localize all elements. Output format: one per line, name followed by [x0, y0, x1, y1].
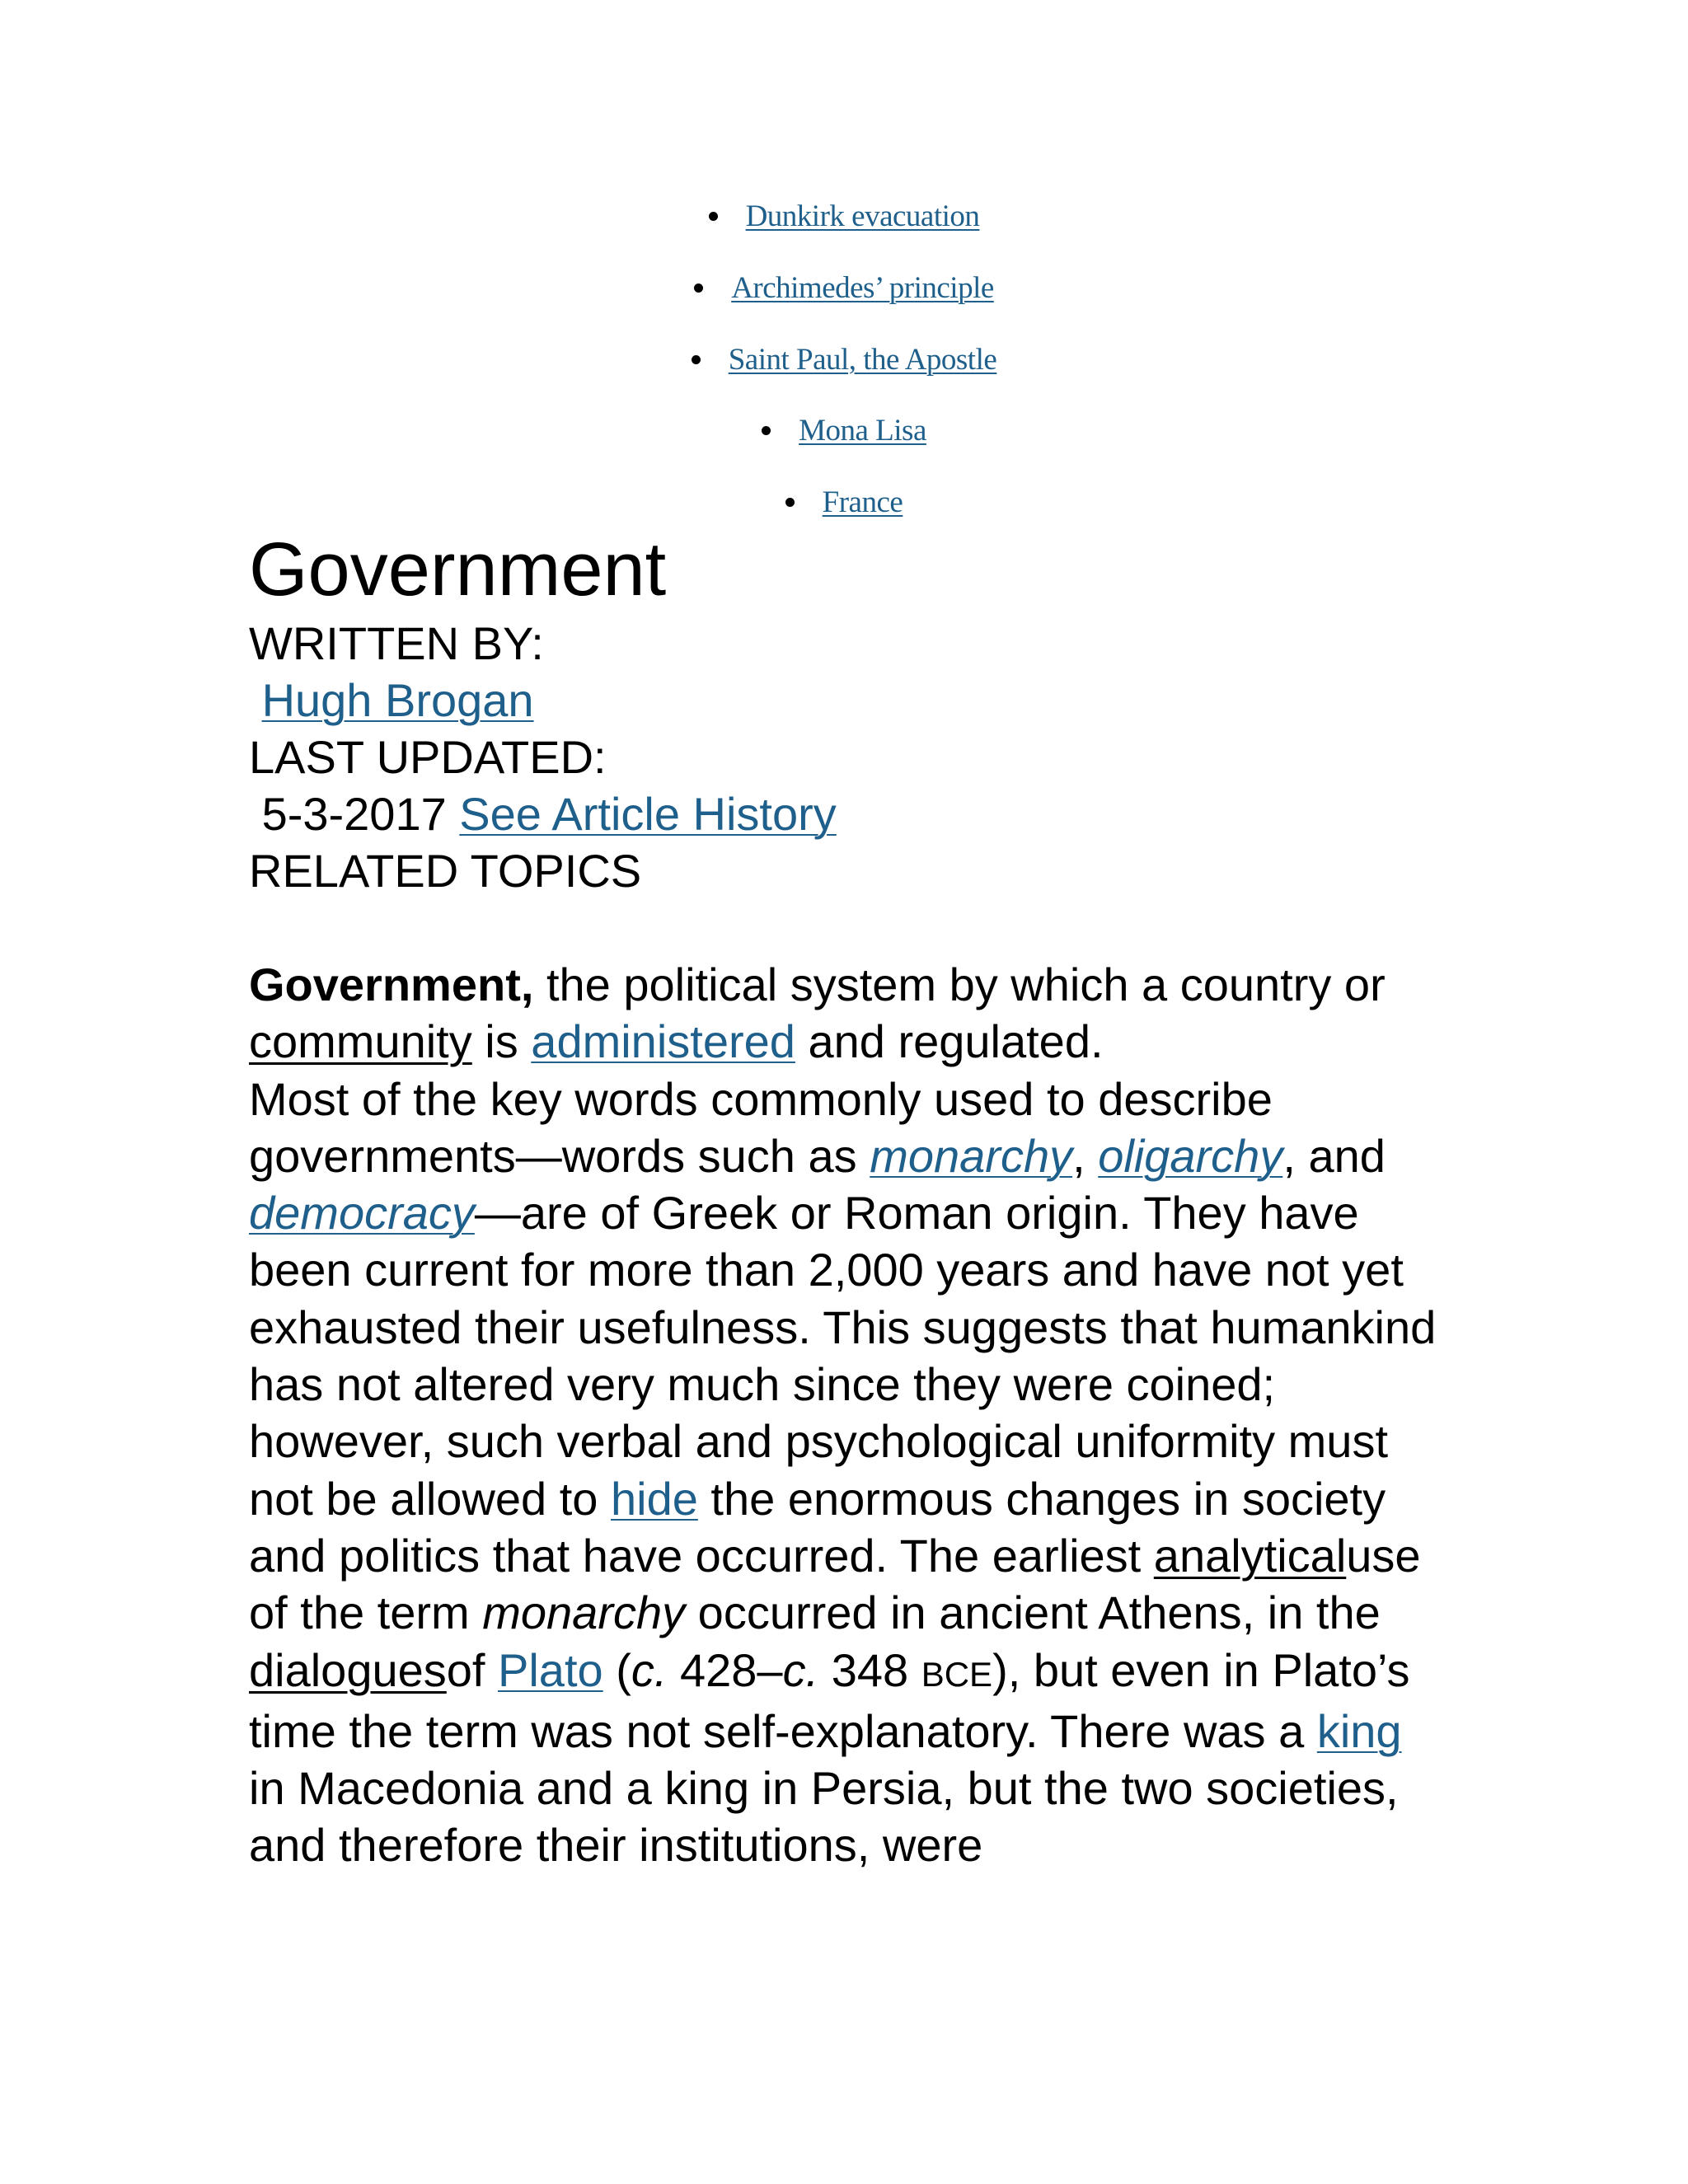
- text-run: ,: [1072, 1129, 1099, 1182]
- bullet-icon: [762, 426, 771, 435]
- article-meta: [249, 615, 1403, 899]
- author-link[interactable]: Hugh Brogan: [261, 674, 534, 726]
- text-run: and regulated.: [795, 1015, 1104, 1068]
- oligarchy-link[interactable]: [1098, 1130, 1282, 1182]
- related-link-archimedes[interactable]: Archimedes’ principle: [731, 270, 994, 305]
- democracy-link-text: democracy: [249, 1187, 475, 1240]
- monarchy-link[interactable]: [870, 1130, 1072, 1182]
- monarchy-term: monarchy: [482, 1586, 686, 1639]
- democracy-link[interactable]: [249, 1187, 475, 1239]
- bullet-icon: [709, 212, 718, 221]
- text-run: 428–: [667, 1643, 783, 1696]
- list-item: [0, 260, 1688, 331]
- related-link-france[interactable]: France: [822, 485, 903, 519]
- page-title: Government: [249, 527, 667, 612]
- text-run: is: [471, 1015, 532, 1068]
- related-topics-label: RELATED TOPICS: [249, 845, 642, 897]
- text-run: 348: [818, 1643, 921, 1696]
- article-history-link[interactable]: See Article History: [459, 788, 837, 840]
- written-by-label: WRITTEN BY:: [249, 617, 544, 669]
- text-run: —are of Greek or Roman origin. They have been current for more than 2,000 years and have not yet exhausted their usefulness. This suggests that humankind has not altered very much since they were coined; however, such verbal and psychological uniformity must not be allowed to: [249, 1187, 1437, 1525]
- text-run: occurred in ancient Athens, in the: [685, 1586, 1381, 1639]
- text-run: the political system by which a country or: [533, 958, 1386, 1010]
- text-run: the enormous changes in society and politics that have occurred. The earliest: [249, 1472, 1386, 1582]
- text-run: ), but even in Plato’s time the term was not self-explanatory. There was a: [249, 1643, 1410, 1757]
- king-link[interactable]: king: [1316, 1704, 1402, 1757]
- lead-term: Government,: [249, 958, 534, 1010]
- related-link-mona-lisa[interactable]: Mona Lisa: [799, 414, 926, 448]
- text-run: , and: [1282, 1129, 1386, 1182]
- bullet-icon: [785, 498, 795, 507]
- monarchy-link-text: monarchy: [870, 1129, 1073, 1182]
- text-run: (: [603, 1643, 631, 1696]
- author-line: [249, 672, 1403, 729]
- list-item: [0, 188, 1688, 260]
- administered-link[interactable]: administered: [531, 1015, 795, 1068]
- text-run: in Macedonia and a king in Persia, but the two societies, and therefore their institutions, were: [249, 1762, 1399, 1872]
- text-run: use of the term: [249, 1529, 1421, 1639]
- last-updated-label: LAST UPDATED:: [249, 731, 607, 783]
- analytical-term: analytical: [1153, 1529, 1347, 1582]
- oligarchy-link-text: oligarchy: [1098, 1129, 1283, 1182]
- dialogues-term: dialogues: [249, 1643, 447, 1696]
- bullet-icon: [692, 355, 701, 364]
- community-term: community: [249, 1015, 472, 1068]
- related-link-saint-paul[interactable]: Saint Paul, the Apostle: [728, 342, 997, 377]
- hide-link[interactable]: hide: [610, 1472, 698, 1525]
- lead-paragraph: [249, 956, 1444, 1071]
- list-item: [0, 331, 1688, 403]
- last-updated-line: [249, 785, 1403, 842]
- text-run: of: [446, 1643, 499, 1696]
- list-item: [0, 402, 1688, 474]
- circa-abbrev: c.: [782, 1643, 819, 1696]
- plato-link[interactable]: Plato: [498, 1643, 603, 1696]
- bullet-icon: [694, 284, 703, 293]
- article-body: [249, 956, 1444, 1874]
- era-abbrev: BCE: [921, 1654, 993, 1694]
- circa-abbrev: c.: [631, 1643, 668, 1696]
- body-paragraph: [249, 1071, 1444, 1874]
- last-updated-date: 5-3-2017: [261, 788, 447, 840]
- related-links-list: [0, 188, 1688, 546]
- text-run: Most of the key words commonly used to describe governments—words such as: [249, 1072, 1273, 1182]
- related-link-dunkirk[interactable]: Dunkirk evacuation: [745, 199, 980, 233]
